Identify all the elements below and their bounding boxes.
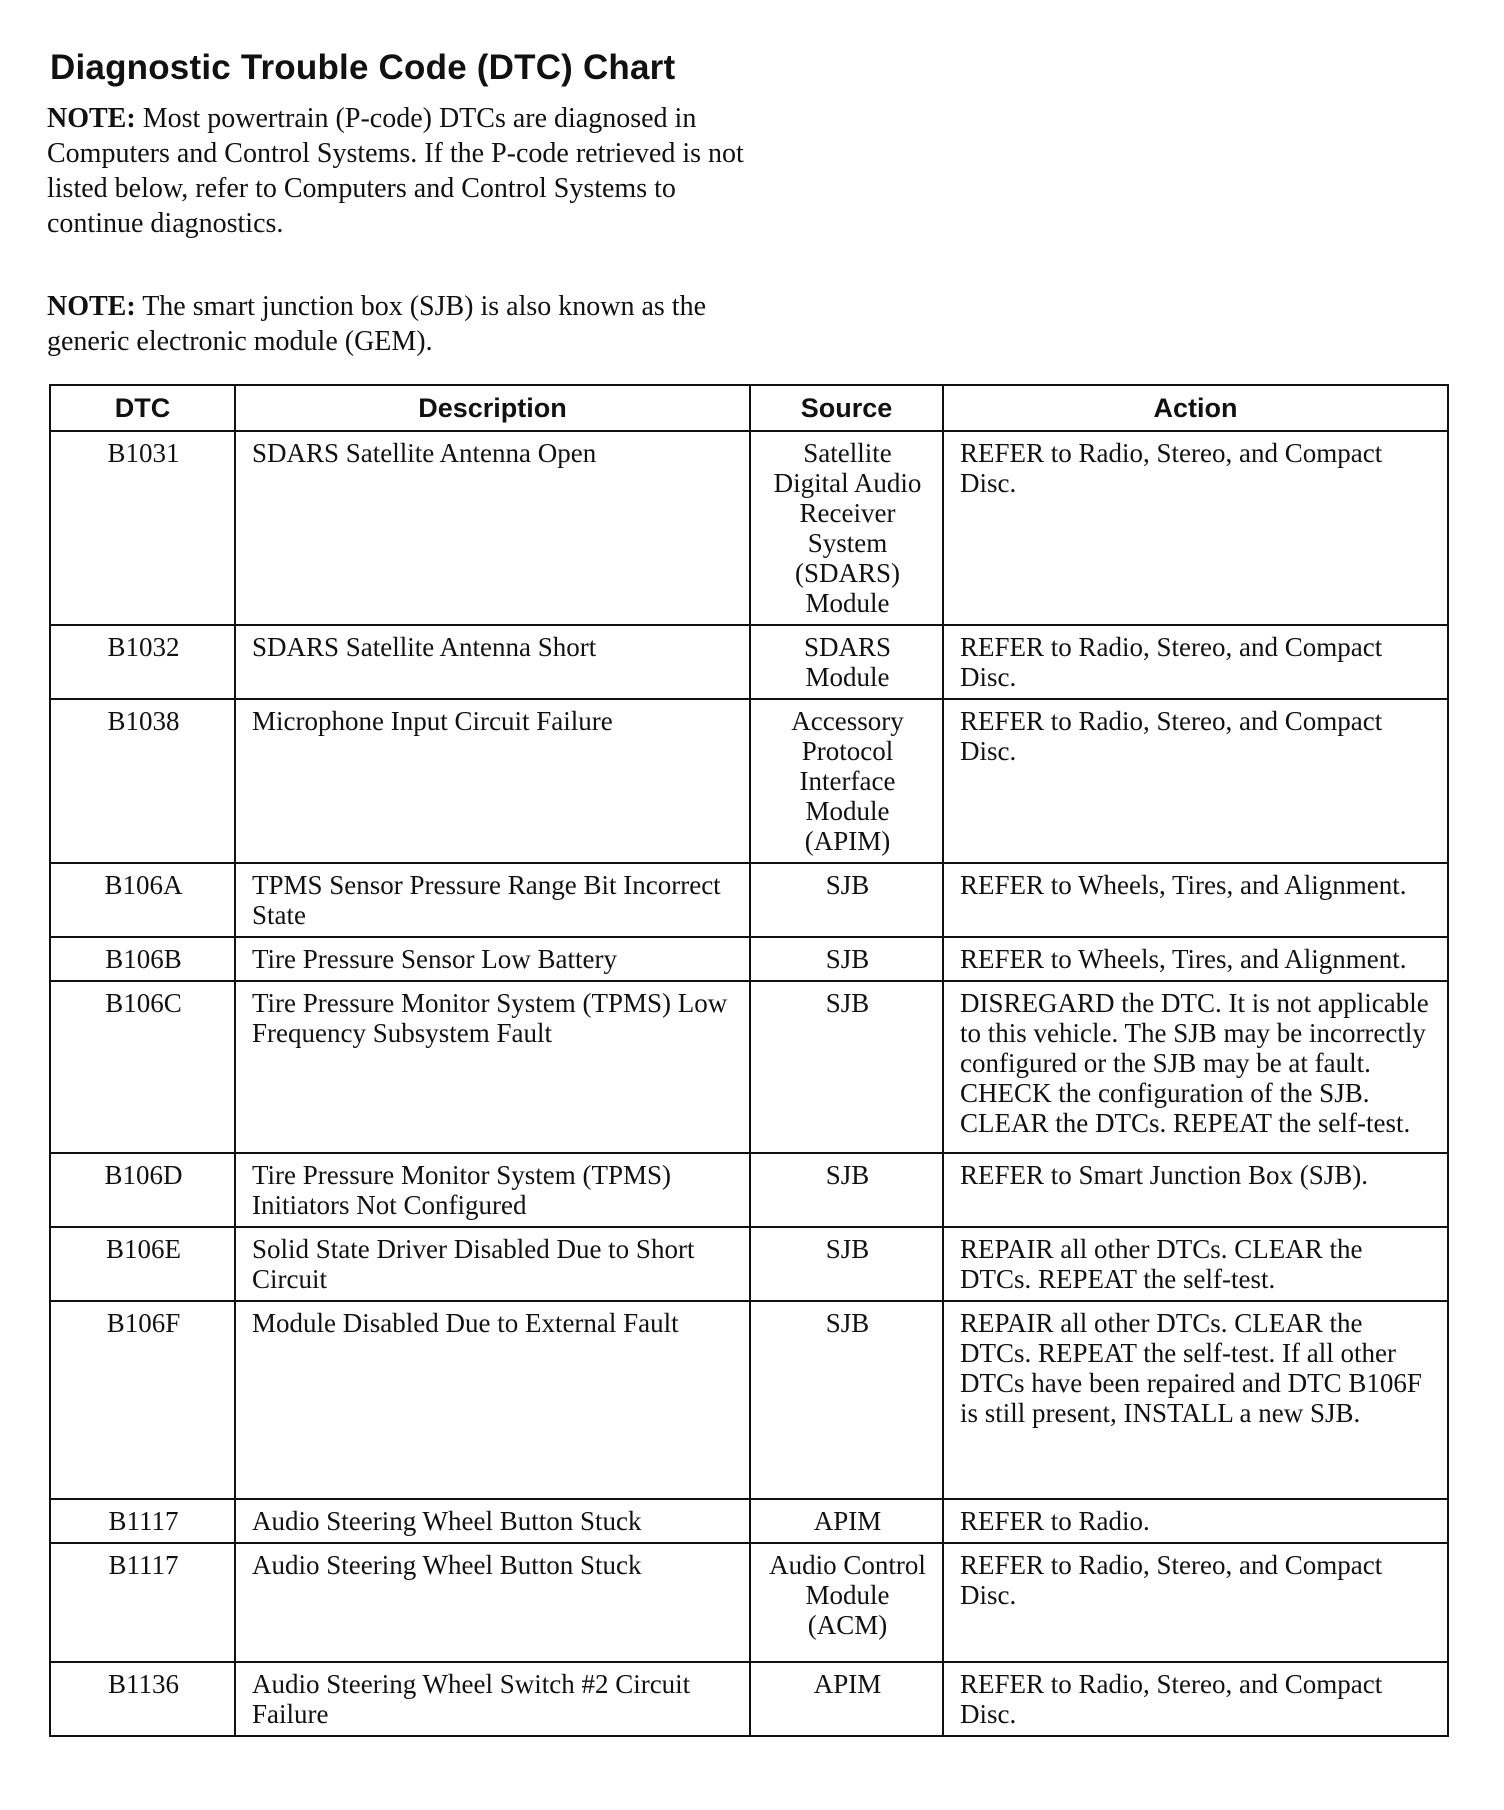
- source-cell: Satellite Digital Audio Receiver System (SDARS) Module: [750, 431, 943, 625]
- description-cell: Audio Steering Wheel Switch #2 Circuit Failure: [235, 1662, 750, 1736]
- source-cell: APIM: [750, 1662, 943, 1736]
- table-row: [50, 1227, 1448, 1301]
- table-row: [50, 937, 1448, 981]
- description-cell: Tire Pressure Sensor Low Battery: [235, 937, 750, 981]
- header-dtc: DTC: [50, 385, 235, 431]
- description-cell: Solid State Driver Disabled Due to Short Circuit: [235, 1227, 750, 1301]
- action-cell: REFER to Radio, Stereo, and Compact Disc.: [943, 1543, 1448, 1662]
- dtc-cell: B1117: [50, 1543, 235, 1662]
- table-row: [50, 1543, 1448, 1662]
- description-cell: Tire Pressure Monitor System (TPMS) Low Frequency Subsystem Fault: [235, 981, 750, 1153]
- action-cell: REFER to Wheels, Tires, and Alignment.: [943, 863, 1448, 937]
- table-row: [50, 1662, 1448, 1736]
- dtc-cell: B106F: [50, 1301, 235, 1499]
- table-row: [50, 1499, 1448, 1543]
- dtc-cell: B1117: [50, 1499, 235, 1543]
- note-label: NOTE:: [47, 291, 136, 322]
- description-cell: TPMS Sensor Pressure Range Bit Incorrect State: [235, 863, 750, 937]
- page-title: Diagnostic Trouble Code (DTC) Chart: [50, 48, 676, 87]
- table-row: [50, 699, 1448, 863]
- source-cell: Accessory Protocol Interface Module (APIM): [750, 699, 943, 863]
- action-cell: REFER to Radio, Stereo, and Compact Disc.: [943, 625, 1448, 699]
- dtc-table: [49, 384, 1449, 1737]
- source-cell: SJB: [750, 1153, 943, 1227]
- description-cell: Audio Steering Wheel Button Stuck: [235, 1543, 750, 1662]
- source-cell: APIM: [750, 1499, 943, 1543]
- action-cell: REFER to Radio, Stereo, and Compact Disc.: [943, 1662, 1448, 1736]
- description-cell: Microphone Input Circuit Failure: [235, 699, 750, 863]
- dtc-cell: B106B: [50, 937, 235, 981]
- source-cell: SJB: [750, 937, 943, 981]
- table-header-row: [50, 385, 1448, 431]
- action-cell: REFER to Wheels, Tires, and Alignment.: [943, 937, 1448, 981]
- table-row: [50, 431, 1448, 625]
- dtc-cell: B106E: [50, 1227, 235, 1301]
- action-cell: REFER to Radio, Stereo, and Compact Disc.: [943, 431, 1448, 625]
- header-action: Action: [943, 385, 1448, 431]
- table-row: [50, 625, 1448, 699]
- note-powertrain: [47, 101, 747, 241]
- description-cell: SDARS Satellite Antenna Open: [235, 431, 750, 625]
- table-row: [50, 1301, 1448, 1499]
- note-label: NOTE:: [47, 103, 136, 134]
- dtc-cell: B106A: [50, 863, 235, 937]
- source-cell: SDARS Module: [750, 625, 943, 699]
- description-cell: Tire Pressure Monitor System (TPMS) Initiators Not Configured: [235, 1153, 750, 1227]
- description-cell: Audio Steering Wheel Button Stuck: [235, 1499, 750, 1543]
- dtc-cell: B106C: [50, 981, 235, 1153]
- action-cell: REFER to Radio, Stereo, and Compact Disc.: [943, 699, 1448, 863]
- header-source: Source: [750, 385, 943, 431]
- description-cell: SDARS Satellite Antenna Short: [235, 625, 750, 699]
- table-row: [50, 981, 1448, 1153]
- header-description: Description: [235, 385, 750, 431]
- dtc-cell: B1032: [50, 625, 235, 699]
- note-text: The smart junction box (SJB) is also known as the generic electronic module (GEM).: [47, 291, 707, 357]
- action-cell: REFER to Smart Junction Box (SJB).: [943, 1153, 1448, 1227]
- dtc-cell: B106D: [50, 1153, 235, 1227]
- source-cell: SJB: [750, 981, 943, 1153]
- action-cell: REFER to Radio.: [943, 1499, 1448, 1543]
- source-cell: SJB: [750, 1227, 943, 1301]
- note-text: Most powertrain (P-code) DTCs are diagnosed in Computers and Control Systems. If the P-code retrieved is not listed below, refer to Computers and Control Systems to continue diagnostics.: [47, 103, 744, 239]
- note-sjb: [47, 289, 747, 359]
- action-cell: REPAIR all other DTCs. CLEAR the DTCs. REPEAT the self-test.: [943, 1227, 1448, 1301]
- dtc-cell: B1031: [50, 431, 235, 625]
- source-cell: SJB: [750, 1301, 943, 1499]
- action-cell: REPAIR all other DTCs. CLEAR the DTCs. REPEAT the self-test. If all other DTCs have been repaired and DTC B106F is still present, INSTALL a new SJB.: [943, 1301, 1448, 1499]
- source-cell: Audio Control Module (ACM): [750, 1543, 943, 1662]
- table-row: [50, 1153, 1448, 1227]
- dtc-cell: B1136: [50, 1662, 235, 1736]
- source-cell: SJB: [750, 863, 943, 937]
- action-cell: DISREGARD the DTC. It is not applicable to this vehicle. The SJB may be incorrectly configured or the SJB may be at fault. CHECK the configuration of the SJB. CLEAR the DTCs. REPEAT the self-test.: [943, 981, 1448, 1153]
- description-cell: Module Disabled Due to External Fault: [235, 1301, 750, 1499]
- dtc-cell: B1038: [50, 699, 235, 863]
- table-row: [50, 863, 1448, 937]
